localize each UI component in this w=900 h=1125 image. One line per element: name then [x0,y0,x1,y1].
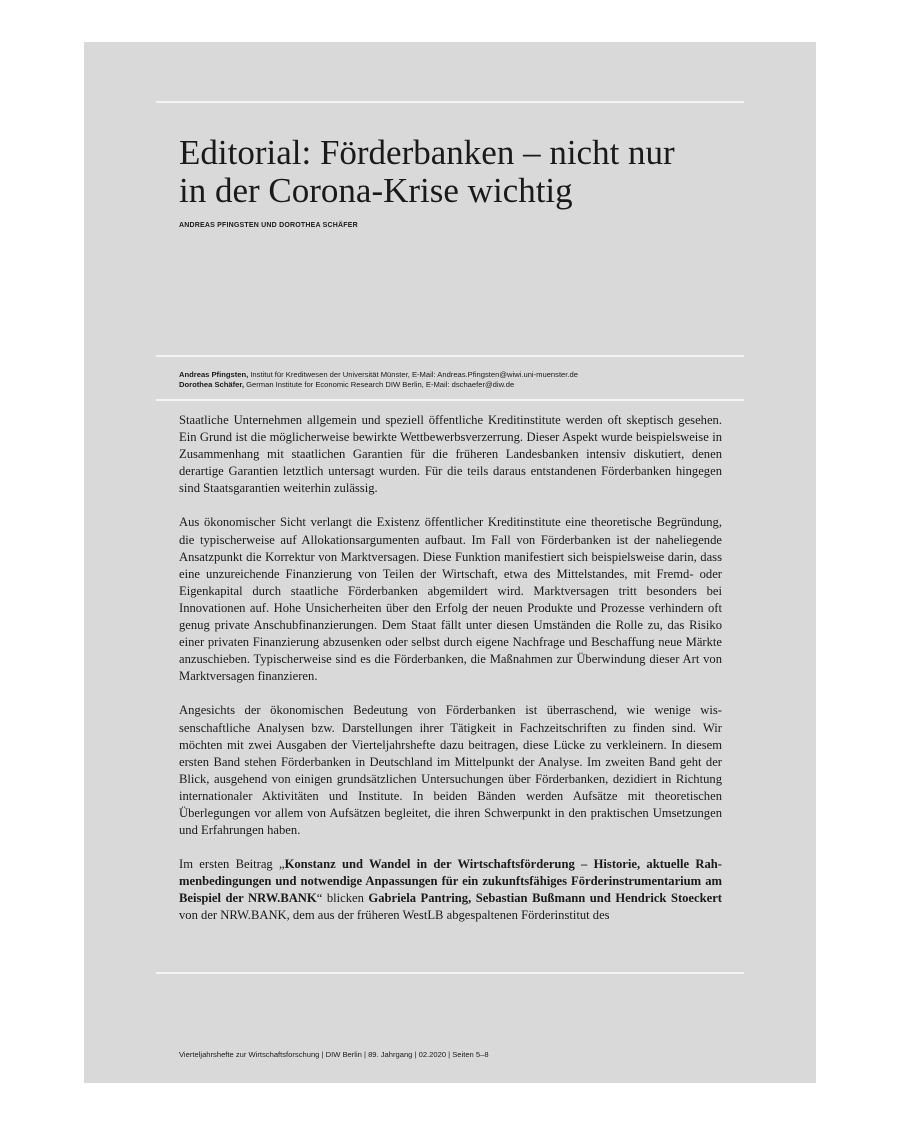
affiliation-2-name: Dorothea Schäfer, [179,380,244,389]
paragraph-3: Angesichts der ökonomischen Bedeutung von Förderbanken ist überraschend, wie wenige wissenschaftliche Analysen bzw. Darstellungen ihrer Tätigkeit in Fachzeitschriften zu finden sind. Wir möchten mit zwei Ausgaben der Vierteljahrshefte dazu beitragen, diese Lücke zu verkleinern. In diesem ersten Band stehen Förderbanken in Deutschland im Mittelpunkt der Analyse. Im zweiten Band geht der Blick, ausgehend von einigen grundsätzlichen Untersuchungen über Förderbanken, dezidiert in Richtung internationaler Aktivitäten und Institute. In beiden Bänden werden Aufsätze mit theoretischen Überlegungen vor allem von Aufsätzen begleitet, die ihren Schwerpunkt in den praktischen Umsetzungen und Erfahrungen haben. [179,703,722,838]
paragraph-4 [179,856,722,924]
paragraph-2: Aus ökonomischer Sicht verlangt die Existenz öffentlicher Kreditinstitute eine theoretische Begründung, die typischerweise auf Allokationsargumenten aufbaut. Im Fall von Förderbanken ist der naheliegende Ansatzpunkt die Korrektur von Marktversagen. Diese Funktion manifestiert sich beispielsweise darin, dass eine unzureichende Finanzierung von Teilen der Wirtschaft, etwa des Mittelstandes, mit Fremd- oder Eigenkapital durch staatliche Förderbanken abgemildert wird. Marktversagen tritt besonders bei Innovationen auf. Hohe Unsicherheiten über den Erfolg der neuen Produkte und Prozesse verhindern oft genug private Anschubfinanzierungen. Dem Staat fällt unter diesen Umständen die Rolle zu, das Risiko einer privaten Finanzierung abzusenken oder selbst durch eigene Nachfrage und Beschaffung neue Märkte anzuschieben. Typischerweise sind es die Förderbanken, die Maßnahmen zur Überwindung dieser Art von Marktversagen finanzieren. [179,515,722,684]
paragraph-4-end: von der NRW.BANK, dem aus der früheren WestLB abgespaltenen Förderinstitut des [179,908,610,923]
affiliation-2-text: German Institute for Economic Research DIW Berlin, E-Mail: dschaefer@diw.de [244,380,515,389]
article-title [179,134,739,210]
title-line-1: Editorial: Förderbanken – nicht nur [179,133,675,172]
title-line-2: in der Corona-Krise wichtig [179,171,573,210]
affiliation-1-text: Institut für Kreditwesen der Universität Münster, E-Mail: Andreas.Pfingsten@wiwi.uni-muenster.de [248,370,578,379]
author-affiliations [179,370,578,390]
cited-article-authors: Gabriela Pantring, Sebastian Bußmann und Hendrick Stoeckert [368,891,722,906]
body-bottom-rule [156,972,744,974]
paragraph-1: Staatliche Unternehmen allgemein und speziell öffentliche Kreditinstitute werden oft skeptisch gesehen. Ein Grund ist die möglicherweise bewirkte Wettbewerbsverzerrung. Dieser Aspekt wurde beispielsweise in Zusammenhang mit staatlichen Garantien für die früheren Landesbanken intensiv diskutiert, denen derartige Garantien letztlich untersagt wurden. Für die teils daraus entstandenen Förderbanken hingegen sind Staatsgarantien weiterhin zulässig. [179,413,722,496]
article-body [179,412,722,942]
page-footer: Vierteljahrshefte zur Wirtschaftsforschung | DIW Berlin | 89. Jahrgang | 02.2020 | Seiten 5–8 [179,1050,489,1059]
top-rule [156,101,744,103]
paragraph-4-middle: “ blicken [316,891,369,906]
affiliation-1 [179,370,578,380]
affiliation-1-name: Andreas Pfingsten, [179,370,249,379]
body-top-rule [156,399,744,401]
paragraph-4-intro: Im ersten Beitrag „ [179,857,285,872]
cited-article-title: Konstanz und Wandel in der Wirtschaftsförderung – Historie, aktuelle Rahmenbedingungen und notwendige Anpassungen für ein zukunftsfähiges Förderinstrumentarium am Beispiel der NRW.BANK [179,857,722,906]
affiliation-top-rule [156,355,744,357]
journal-page [84,42,816,1083]
article-authors: ANDREAS PFINGSTEN UND DOROTHEA SCHÄFER [179,222,358,229]
affiliation-2 [179,380,578,390]
